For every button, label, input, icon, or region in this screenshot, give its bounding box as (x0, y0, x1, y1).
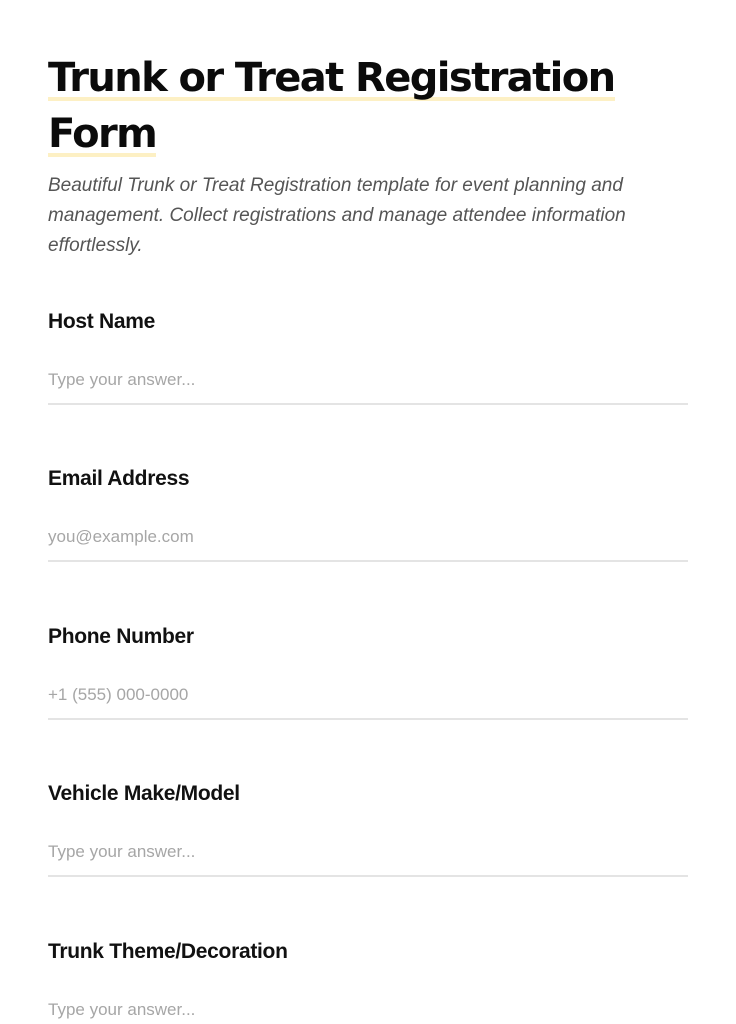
vehicle-make-model-input[interactable] (48, 841, 688, 877)
trunk-theme-input[interactable] (48, 999, 688, 1024)
email-address-label: Email Address (48, 467, 190, 490)
trunk-theme-label: Trunk Theme/Decoration (48, 940, 288, 963)
host-name-label: Host Name (48, 310, 155, 333)
form-title (48, 50, 668, 162)
form-title-text: Trunk or Treat Registration Form (48, 55, 615, 157)
email-address-input[interactable] (48, 526, 688, 562)
vehicle-make-model-field (48, 781, 688, 877)
phone-number-label: Phone Number (48, 625, 194, 648)
host-name-field (48, 309, 688, 405)
trunk-theme-field (48, 939, 688, 1024)
form-description: Beautiful Trunk or Treat Registration template for event planning and management. Collect registrations and manage attendee information effortlessly. (48, 175, 626, 256)
email-address-field (48, 466, 688, 562)
vehicle-make-model-label: Vehicle Make/Model (48, 782, 240, 805)
phone-number-field (48, 624, 688, 720)
host-name-input[interactable] (48, 369, 688, 405)
phone-number-input[interactable] (48, 684, 688, 720)
